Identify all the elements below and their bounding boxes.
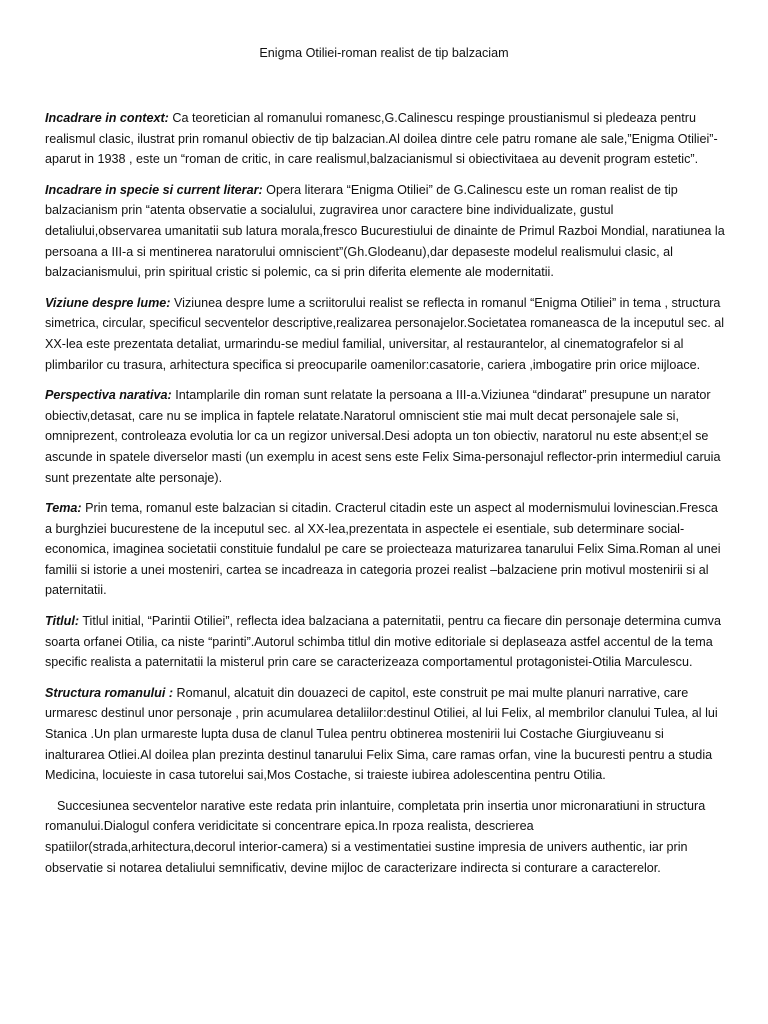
paragraph-label: Perspectiva narativa: — [45, 388, 172, 403]
paragraph-text: Viziunea despre lume a scriitorului realist se reflecta in romanul “Enigma Otiliei” in tema , structura simetrica, circular, specificul secventelor descriptive,realizarea personajelor.Societatea romaneasca de la inceputul sec. al XX-lea este prezentata detaliat, urmarindu-se mediul familial, universitar, al restaurantelor, al cinematografelor si al plimbarilor cu trasura, arhitectura specifica si preocuparile oamenilor:casatorie, cariera ,imbogatire prin orice mijloace. — [45, 295, 724, 372]
paragraph-text: Ca teoretician al romanului romanesc,G.Calinescu respinge proustianismul si pledeaza pentru realismul clasic, ilustrat prin romanul obiectiv de tip balzacian.Al doilea dintre cele patru romane ale sale,”Enigma Otiliei”-aparut in 1938 , este un “roman de critic, in care realismul,balzacianismul si obiectivitaea au devenit program estetic”. — [45, 111, 718, 167]
paragraph-text: Prin tema, romanul este balzacian si citadin. Cracterul citadin este un aspect al modernismului lovinescian.Fresca a burghziei bucurestene de la inceputul sec. al XX-lea,prezentata in aspectele ei esentiale, sub determinare social-economica, imaginea societatii constituie fundalul pe care se proiecteaza maturizarea tanarului Felix Sima.Roman al unei familii si istorie a unei mosteniri, cartea se incadreaza in categoria prozei realist –balzaciene prin motivul mostenirii si al paternitatii. — [45, 501, 721, 598]
document-body — [45, 108, 725, 888]
paragraph-incadrare-specie — [45, 180, 725, 283]
document-title: Enigma Otiliei-roman realist de tip balzaciam — [259, 46, 509, 60]
paragraph-label: Titlul: — [45, 614, 80, 629]
paragraph-text: Opera literara “Enigma Otiliei” de G.Calinescu este un roman realist de tip balzacianism prin “atenta observatie a socialului, zugravirea unor caractere bine individualizate, gustul detaliului,observarea umanitatii sub latura morala,fresco Bucurestiului de dinainte de Primul Razboi Mondial, naratiunea la persoana a III-a si mentinerea naratorului omniscient”(Gh.Glodeanu),dar depaseste modelul realismului clasic, al balzacianismului, prin spiritual cristic si polemic, ca si prin diferita elemente ale modernitatii. — [45, 182, 725, 280]
paragraph-text: Romanul, alcatuit din douazeci de capitol, este construit pe mai multe planuri narrative, care urmaresc destinul unor personaje , prin acumularea detaliilor:destinul Otiliei, al lui Felix, al membrilor clanului Tulea, al lui Stanica .Un plan urmareste lupta dusa de clanul Tulea pentru obtinerea mostenirii lui Costache Giurgiuveanu si inalturarea Otliei.Al doilea plan prezinta destinul tanarului Felix Sima, care ramas orfan, vine la bucuresti pentru a studia Medicina, locuieste in casa tutorelui sai,Mos Costache, si traieste iubirea adolescentina pentru Otilia. — [45, 685, 718, 783]
paragraph-text: Titlul initial, “Parintii Otiliei”, reflecta idea balzaciana a paternitatii, pentru ca fiecare din personaje determina cumva soarta orfanei Otilia, ca niste “parinti”.Autorul schimba titlul din motive editoriale si deplaseaza astfel accentul de la tema specific realista a paternitatii la misterul prin care se caracterizeaza comportamentul protagonistei-Otilia Marculescu. — [45, 614, 721, 670]
paragraph-label: Incadrare in context: — [45, 111, 169, 125]
paragraph-tema — [45, 498, 725, 601]
paragraph-label: Tema: — [45, 501, 82, 516]
paragraph-text: Intamplarile din roman sunt relatate la persoana a III-a.Viziunea “dindarat” presupune un narator obiectiv,detasat, care nu se implica in faptele relatate.Naratorul omniscient stie mai mult decat personajele sale si, omniprezent, controleaza evolutia lor ca un regizor universal.Desi adopta un ton obiectiv, naratorul nu este absent;el se ascunde in spatele diverselor masti (un exemplu in acest sens este Felix Sima-personajul reflector-prin intermediul caruia sunt prezentate alte personaje). — [45, 388, 721, 485]
paragraph-perspectiva — [45, 385, 725, 488]
paragraph-viziune — [45, 293, 725, 375]
paragraph-label: Viziune despre lume: — [45, 295, 171, 310]
paragraph-titlul — [45, 611, 725, 673]
paragraph-label: Incadrare in specie si current literar: — [45, 182, 263, 197]
paragraph-succesiune — [45, 796, 725, 878]
paragraph-structura — [45, 683, 725, 786]
paragraph-text: Succesiunea secventelor narative este redata prin inlantuire, completata prin insertia unor micronaratiuni in structura romanului.Dialogul confera veridicitate si concentrare epica.In rpoza realista, descrierea spatiilor(strada,arhitectura,decorul interior-camera) si a vestimentatiei sustine impresia de univers authentic, iar prin observatie si notarea detaliului semnificativ, devine mijloc de caracterizare indirecta si conturare a caracterelor. — [45, 798, 706, 875]
paragraph-incadrare-context — [45, 108, 725, 170]
paragraph-label: Structura romanului : — [45, 685, 174, 700]
